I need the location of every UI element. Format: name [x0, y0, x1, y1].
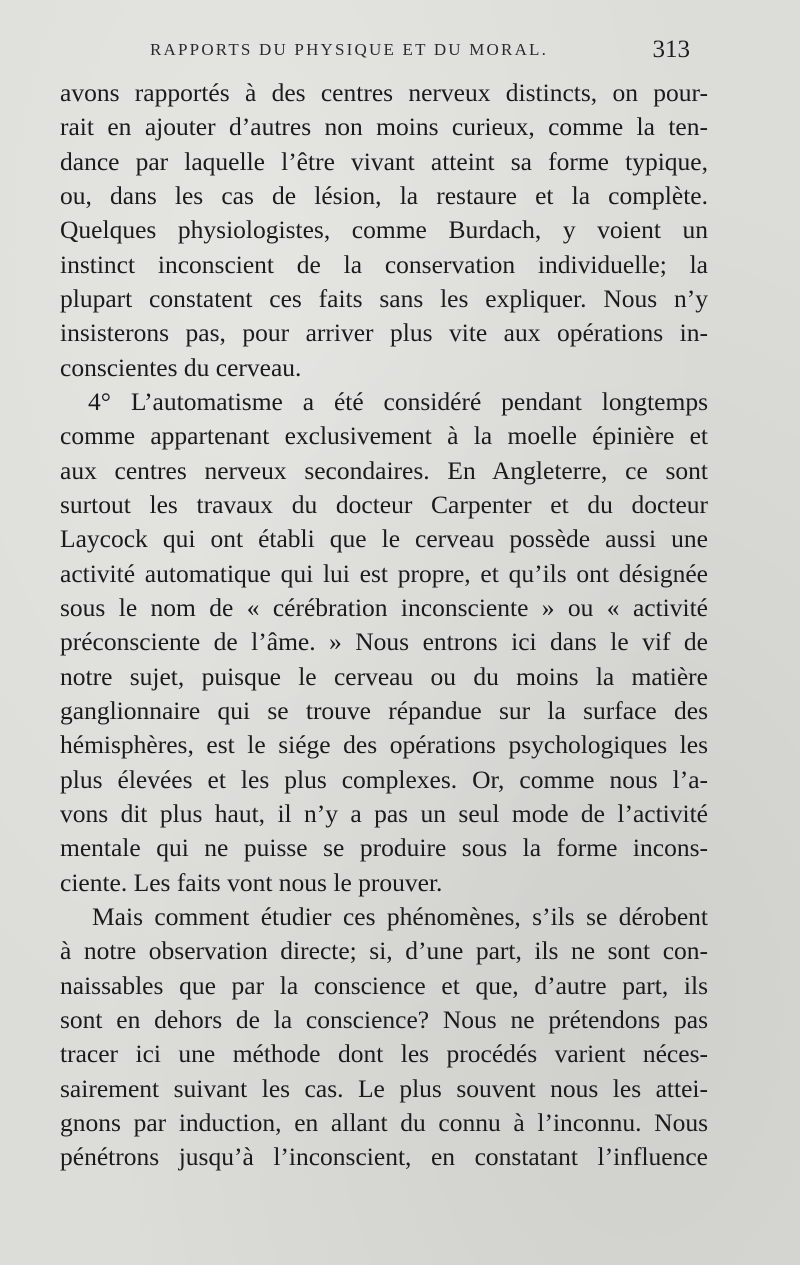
text-line: Laycock qui ont établi que le cerveau possède aussi une: [60, 524, 708, 554]
text-line: rait en ajouter d’autres non moins curieux, comme la ten-: [60, 112, 708, 142]
text-line: hémisphères, est le siége des opérations psychologiques les: [60, 730, 708, 760]
text-line: avons rapportés à des centres nerveux distincts, on pour-: [60, 78, 708, 107]
text-line: sous le nom de « cérébration inconsciente » ou « activité: [60, 592, 708, 622]
text-line: 4° L’automatisme a été considéré pendant longtemps: [88, 386, 708, 416]
page-number: 313: [652, 36, 690, 63]
text-line: Mais comment étudier ces phénomènes, s’ils se dérobent: [92, 901, 708, 931]
text-line: ciente. Les faits vont nous le prouver.: [60, 867, 443, 897]
text-line: Quelques physiologistes, comme Burdach, y voient un: [60, 215, 708, 245]
text-line: plus élevées et les plus complexes. Or, comme nous l’a-: [60, 764, 708, 794]
running-head: [150, 36, 690, 66]
running-title: RAPPORTS DU PHYSIQUE ET DU MORAL.: [150, 40, 549, 59]
text-line: vons dit plus haut, il n’y a pas un seul mode de l’activité: [60, 798, 708, 828]
text-line: instinct inconscient de la conservation individuelle; la: [60, 249, 708, 279]
text-line: dance par laquelle l’être vivant atteint sa forme typique,: [60, 146, 708, 176]
text-line: ganglionnaire qui se trouve répandue sur la surface des: [60, 695, 708, 725]
text-line: préconsciente de l’âme. » Nous entrons ici dans le vif de: [60, 627, 708, 657]
text-line: gnons par induction, en allant du connu à l’inconnu. Nous: [60, 1107, 708, 1137]
text-line: surtout les travaux du docteur Carpenter et du docteur: [60, 489, 708, 519]
text-line: aux centres nerveux secondaires. En Angleterre, ce sont: [60, 455, 708, 485]
text-line: comme appartenant exclusivement à la moelle épinière et: [60, 421, 708, 451]
text-line: notre sujet, puisque le cerveau ou du moins la matière: [60, 661, 708, 691]
text-line: activité automatique qui lui est propre, et qu’ils ont désignée: [60, 558, 708, 588]
text-line: tracer ici une méthode dont les procédés varient néces-: [60, 1039, 708, 1069]
text-line: sairement suivant les cas. Le plus souvent nous les attei-: [60, 1073, 708, 1103]
text-line: mentale qui ne puisse se produire sous la forme incons-: [60, 833, 708, 863]
text-line: conscientes du cerveau.: [60, 352, 302, 382]
text-line: ou, dans les cas de lésion, la restaure et la complète.: [60, 180, 708, 210]
text-line: insisterons pas, pour arriver plus vite aux opérations in-: [60, 318, 708, 348]
text-line: naissables que par la conscience et que, d’autre part, ils: [60, 970, 708, 1000]
text-line: pénétrons jusqu’à l’inconscient, en constatant l’influence: [60, 1142, 708, 1172]
text-line: sont en dehors de la conscience? Nous ne prétendons pas: [60, 1004, 708, 1034]
text-line: à notre observation directe; si, d’une part, ils ne sont con-: [60, 936, 708, 966]
text-line: plupart constatent ces faits sans les expliquer. Nous n’y: [60, 283, 708, 313]
body-text: [60, 76, 708, 1175]
